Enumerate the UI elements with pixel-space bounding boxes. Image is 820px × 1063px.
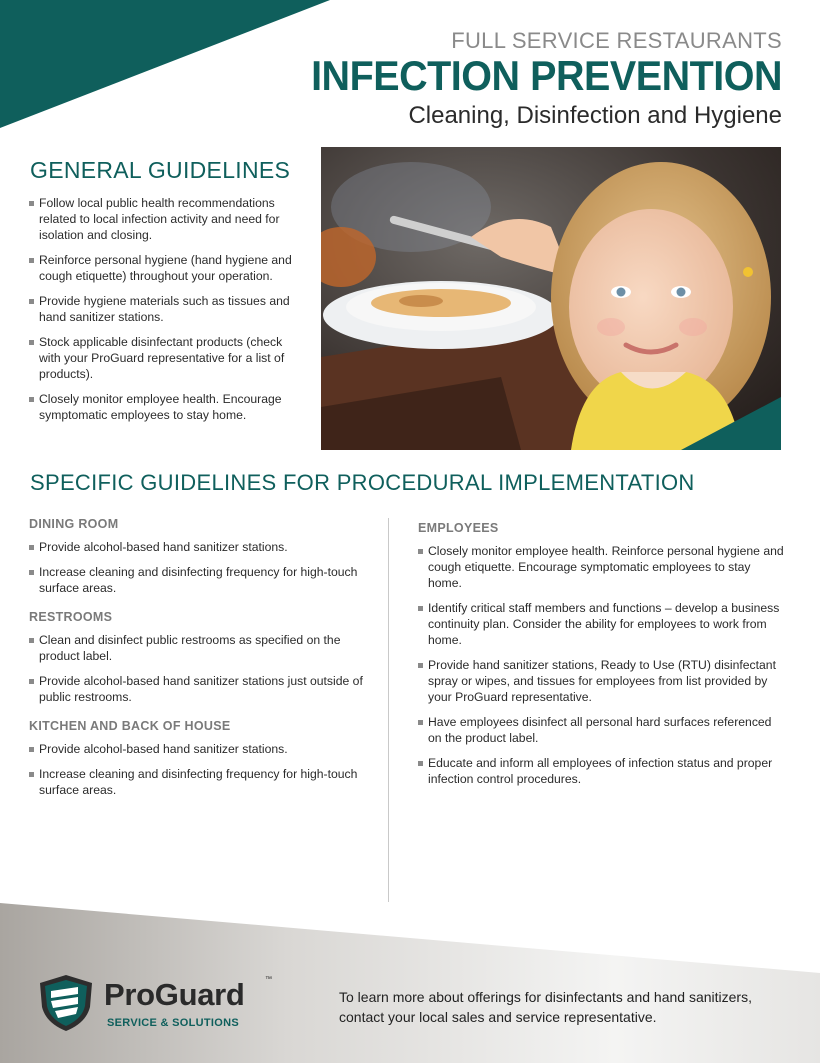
shield-logo-icon: [38, 973, 94, 1033]
list-item: Follow local public health recommendations related to local infection activity and need for isolation and closing.: [29, 195, 299, 243]
kitchen-list: [29, 741, 369, 798]
list-item: Increase cleaning and disinfecting frequency for high-touch surface areas.: [29, 766, 369, 798]
list-item: Have employees disinfect all personal hard surfaces referenced on the product label.: [418, 714, 784, 746]
specific-right-column: [418, 521, 784, 796]
header: [281, 28, 782, 130]
employees-title: EMPLOYEES: [418, 521, 499, 535]
brand-tagline: SERVICE & SOLUTIONS: [107, 1017, 240, 1029]
list-item: Provide alcohol-based hand sanitizer stations.: [29, 741, 369, 757]
list-item: Identify critical staff members and functions – develop a business continuity plan. Consider the ability for employees to work from home.: [418, 600, 784, 648]
list-item: Provide alcohol-based hand sanitizer stations just outside of public restrooms.: [29, 673, 369, 705]
kitchen-group: [29, 719, 369, 798]
general-guidelines-list: [29, 195, 299, 432]
list-item: Reinforce personal hygiene (hand hygiene and cough etiquette) throughout your operation.: [29, 252, 299, 284]
column-divider: [388, 518, 389, 902]
list-item: Clean and disinfect public restrooms as specified on the product label.: [29, 632, 369, 664]
specific-left-column: [29, 517, 369, 812]
girl-eating-photo: [321, 147, 781, 450]
restrooms-title: RESTROOMS: [29, 610, 113, 624]
list-item: Stock applicable disinfectant products (check with your ProGuard representative for a list of products).: [29, 334, 299, 382]
list-item: Closely monitor employee health. Reinforce personal hygiene and cough etiquette. Encourage symptomatic employees to stay home.: [418, 543, 784, 591]
list-item: Provide hygiene materials such as tissues and hand sanitizer stations.: [29, 293, 299, 325]
restrooms-group: [29, 610, 369, 705]
list-item: Closely monitor employee health. Encourage symptomatic employees to stay home.: [29, 391, 299, 423]
list-item: Provide alcohol-based hand sanitizer stations.: [29, 539, 369, 555]
dining-room-group: [29, 517, 369, 596]
kitchen-title: KITCHEN AND BACK OF HOUSE: [29, 719, 231, 733]
list-item: Educate and inform all employees of infection status and proper infection control procedures.: [418, 755, 784, 787]
footer-cta: To learn more about offerings for disinfectants and hand sanitizers, contact your local sales and service representative.: [339, 989, 752, 1025]
dining-room-list: [29, 539, 369, 596]
list-item: Provide hand sanitizer stations, Ready to Use (RTU) disinfectant spray or wipes, and tissues for employees from list provided by your ProGuard representative.: [418, 657, 784, 705]
dining-room-title: DINING ROOM: [29, 517, 119, 531]
kicker: FULL SERVICE RESTAURANTS: [451, 28, 782, 53]
employees-list: [418, 543, 784, 787]
trademark: ™: [265, 976, 272, 983]
restrooms-list: [29, 632, 369, 705]
brand-name: ProGuard: [104, 977, 245, 1012]
list-item: Increase cleaning and disinfecting frequency for high-touch surface areas.: [29, 564, 369, 596]
general-guidelines-title: GENERAL GUIDELINES: [30, 157, 291, 183]
headline: INFECTION PREVENTION: [311, 52, 782, 99]
subhead: Cleaning, Disinfection and Hygiene: [408, 102, 782, 129]
specific-guidelines-title: SPECIFIC GUIDELINES FOR PROCEDURAL IMPLEMENTATION: [30, 470, 695, 495]
